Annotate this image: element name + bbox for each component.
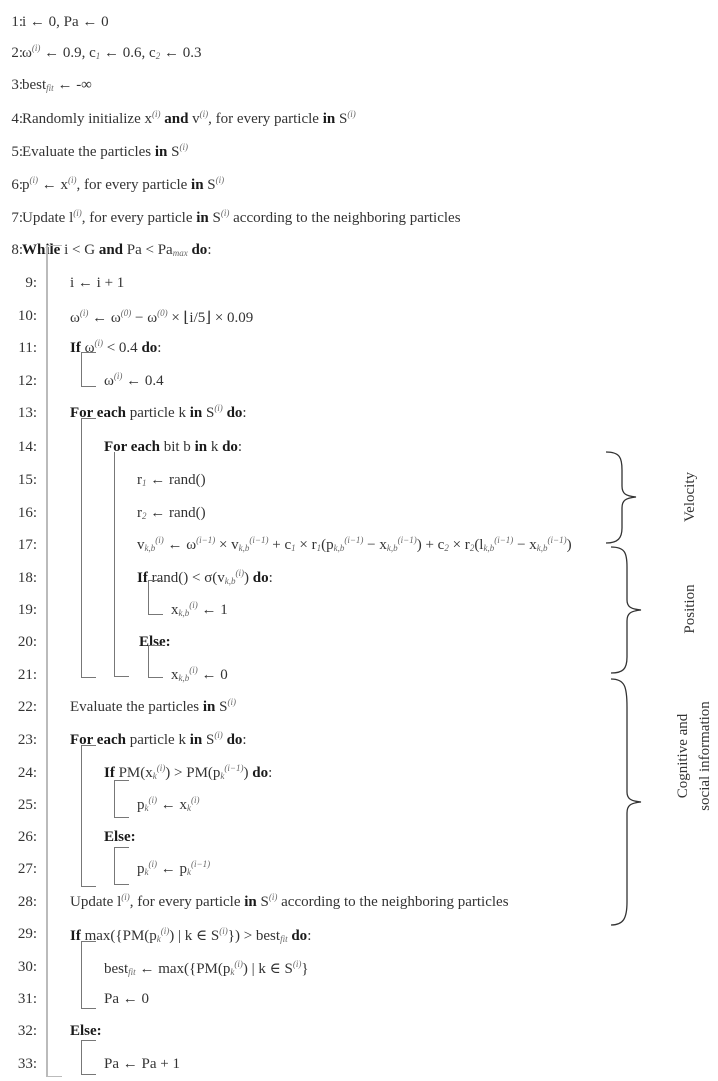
- code-line: Else:: [104, 829, 136, 845]
- line-number: 27:: [17, 861, 37, 877]
- line-number: 22:: [17, 699, 37, 715]
- line-number: 10:: [17, 308, 37, 324]
- if-rand-block-bracket: [148, 580, 163, 615]
- line-number: 12:: [17, 373, 37, 389]
- line-number: 1:: [11, 14, 23, 30]
- else-rand-block-bracket: [148, 645, 163, 678]
- line-number: 33:: [17, 1056, 37, 1072]
- code-line: $p_k^{(i)}$ ← $x_k^{(i)}$: [137, 795, 200, 813]
- code-line: For each particle k in $S^{(i)}$ do:: [70, 730, 247, 748]
- code-line: $p^{(i)}$ ← $x^{(i)}$, for every particle in $S^{(i)}$: [22, 175, 225, 193]
- while-block-bracket: [46, 245, 62, 1077]
- else-max-block-bracket: [81, 1040, 96, 1075]
- code-line: best$_{fit}$ ← -∞: [22, 77, 92, 93]
- else-pm-block-bracket: [114, 847, 129, 885]
- velocity-brace: [600, 450, 640, 545]
- line-number: 23:: [17, 732, 37, 748]
- code-line: While i < G and $Pa < Pa_{max}$ do:: [22, 242, 212, 258]
- code-line: $r_2$ ← rand(): [137, 505, 206, 521]
- line-number: 24:: [17, 765, 37, 781]
- code-line: If $PM(x_k^{(i)}) > PM(p_k^{(i-1)})$ do:: [104, 763, 273, 781]
- code-line: If $\max(\{PM(p_k^{(i)})$ | k ∈ $S^{(i)}$}) > best$_{fit}$ do:: [70, 926, 312, 944]
- position-brace: [605, 545, 645, 675]
- line-number: 31:: [17, 991, 37, 1007]
- code-line: Pa ← 0: [104, 991, 149, 1007]
- code-line: If $\omega^{(i)} < 0.4$ do:: [70, 338, 162, 356]
- code-line: If rand() < $\sigma(v_{k,b}^{(i)})$ do:: [137, 568, 273, 586]
- cognitive-label-line1: Cognitive and: [675, 713, 691, 799]
- cognitive-label-line2: social information: [697, 701, 713, 811]
- line-number: 30:: [17, 959, 37, 975]
- code-line: Else:: [139, 634, 171, 650]
- line-number: 26:: [17, 829, 37, 845]
- line-number: 7:: [11, 210, 23, 226]
- line-number: 2:: [11, 45, 23, 61]
- position-label: Position: [682, 584, 698, 634]
- for-each-particle-block-bracket: [81, 418, 96, 678]
- for-each-bit-block-bracket: [114, 452, 129, 677]
- code-line: i ← i + 1: [70, 275, 125, 291]
- line-number: 21:: [17, 667, 37, 683]
- if-max-block-bracket: [81, 941, 96, 1009]
- line-number: 20:: [17, 634, 37, 650]
- line-number: 11:: [18, 340, 37, 356]
- code-line: $x_{k,b}^{(i)}$ ← 0: [171, 665, 228, 683]
- code-line: $p_k^{(i)}$ ← $p_k^{(i-1)}$: [137, 859, 211, 877]
- code-line: Evaluate the particles in $S^{(i)}$: [22, 142, 188, 160]
- code-line: $r_1$ ← rand(): [137, 472, 206, 488]
- line-number: 32:: [17, 1023, 37, 1039]
- line-number: 8:: [11, 242, 23, 258]
- line-number: 4:: [11, 111, 23, 127]
- line-number: 15:: [17, 472, 37, 488]
- line-number: 9:: [25, 275, 37, 291]
- line-number: 14:: [17, 439, 37, 455]
- code-line: Update $l^{(i)}$, for every particle in $S^{(i)}$ according to the neighboring particles: [70, 892, 509, 910]
- line-number: 18:: [17, 570, 37, 586]
- line-number: 17:: [17, 537, 37, 553]
- line-number: 6:: [11, 177, 23, 193]
- line-number: 19:: [17, 602, 37, 618]
- code-line: $\omega^{(i)}$ ← $\omega^{(0)} - \omega^{(0)}$ × ⌊i/5⌋ × 0.09: [70, 308, 254, 326]
- line-number: 25:: [17, 797, 37, 813]
- code-line: For each bit b in k do:: [104, 439, 243, 455]
- code-line: i ← 0, Pa ← 0: [22, 14, 109, 30]
- code-line: Pa ← Pa + 1: [104, 1056, 180, 1072]
- code-line: Randomly initialize $x^{(i)}$ and $v^{(i)}$, for every particle in $S^{(i)}$: [22, 109, 356, 127]
- code-line: best$_{fit}$ ← $\max(\{PM(p_k^{(i)})$ | k ∈ $S^{(i)}$}: [104, 959, 309, 977]
- line-number: 29:: [17, 926, 37, 942]
- velocity-label: Velocity: [682, 472, 698, 522]
- if-omega-block-bracket: [81, 352, 96, 387]
- cognitive-social-brace: [605, 677, 645, 927]
- code-line: $x_{k,b}^{(i)}$ ← 1: [171, 600, 228, 618]
- code-line: $\omega^{(i)}$ ← 0.4: [104, 371, 164, 389]
- code-line: Evaluate the particles in $S^{(i)}$: [70, 697, 236, 715]
- line-number: 28:: [17, 894, 37, 910]
- line-number: 16:: [17, 505, 37, 521]
- code-line: $v_{k,b}^{(i)}$ ← $\omega^{(i-1)} \times v_{k,b}^{(i-1)} + c_1 \times r_1(p_{k,b}^{(i-1)} - x_{k,b}^{(i-1)}) + c_2 \times r_2(l_{k,b}^{(i-1)} - x_{k,b}^{(i-1)})$: [137, 535, 572, 553]
- line-number: 13:: [17, 405, 37, 421]
- code-line: $\omega^{(i)}$ ← 0.9, $c_1$ ← 0.6, $c_2$ ← 0.3: [22, 43, 202, 61]
- code-line: For each particle k in $S^{(i)}$ do:: [70, 403, 247, 421]
- line-number: 5:: [11, 144, 23, 160]
- code-line: Update $l^{(i)}$, for every particle in $S^{(i)}$ according to the neighboring particles: [22, 208, 461, 226]
- line-number: 3:: [11, 77, 23, 93]
- code-line: Else:: [70, 1023, 102, 1039]
- for-each-particle-2-block-bracket: [81, 745, 96, 887]
- if-pm-block-bracket: [114, 780, 129, 818]
